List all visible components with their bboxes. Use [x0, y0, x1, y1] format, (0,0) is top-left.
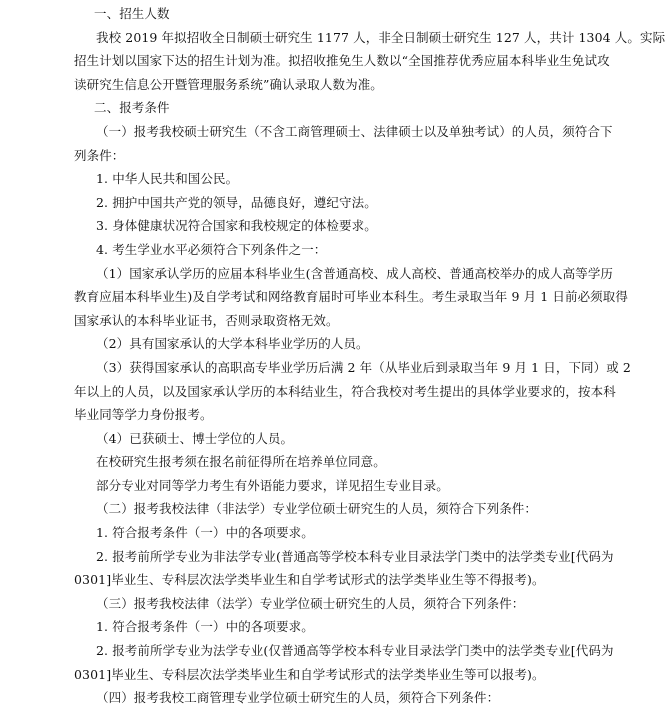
paragraph-line: （1）国家承认学历的应届本科毕业生(含普通高校、成人高校、普通高校举办的成人高等学历 [96, 265, 614, 281]
list-item: 2. 报考前所学专业为法学专业(仅普通高等学校本科专业目录法学门类中的法学类专业[代码为 [96, 643, 614, 659]
list-item: 1. 符合报考条件（一）中的各项要求。 [96, 525, 314, 541]
list-item: 4. 考生学业水平必须符合下列条件之一： [96, 241, 327, 257]
paragraph-line: （一）报考我校硕士研究生（不含工商管理硕士、法律硕士以及单独考试）的人员，须符合下 [96, 123, 613, 139]
paragraph-line: 国家承认的本科毕业证书，否则录取资格无效。 [74, 312, 339, 328]
paragraph-line: 部分专业对同等学力考生有外语能力要求，详见招生专业目录。 [96, 477, 449, 493]
list-item: 2. 报考前所学专业为非法学专业(普通高等学校本科专业目录法学门类中的法学类专业[代码为 [96, 548, 614, 564]
paragraph-line: （三）报考我校法律（法学）专业学位硕士研究生的人员，须符合下列条件： [96, 595, 525, 611]
paragraph-line: 招生计划以国家下达的招生计划为准。拟招收推免生人数以“全国推荐优秀应届本科毕业生免试攻 [74, 53, 610, 69]
section-heading-requirements: 二、报考条件 [94, 100, 170, 116]
list-item: 1. 中华人民共和国公民。 [96, 171, 239, 187]
paragraph-line: 0301]毕业生、专科层次法学类毕业生和自学考试形式的法学类毕业生等可以报考)。 [74, 666, 545, 682]
paragraph-line: 年以上的人员，以及国家承认学历的本科结业生，符合我校对考生提出的具体学业要求的，按本科 [74, 383, 616, 399]
paragraph-line: 毕业同等学力身份报考。 [74, 407, 213, 423]
list-item: 3. 身体健康状况符合国家和我校规定的体检要求。 [96, 218, 377, 234]
paragraph-line: 列条件： [74, 147, 125, 163]
section-heading-enrollment: 一、招生人数 [94, 6, 170, 21]
paragraph-line: 读研究生信息公开暨管理服务系统”确认录取人数为准。 [74, 76, 383, 92]
list-item: 1. 符合报考条件（一）中的各项要求。 [96, 619, 314, 635]
paragraph-line: （2）具有国家承认的大学本科毕业学历的人员。 [96, 336, 369, 352]
paragraph-line: 在校研究生报考须在报名前征得所在培养单位同意。 [96, 454, 386, 470]
paragraph-line: （四）报考我校工商管理专业学位硕士研究生的人员，须符合下列条件： [96, 690, 500, 706]
list-item: 2. 拥护中国共产党的领导，品德良好，遵纪守法。 [96, 194, 377, 210]
paragraph-line: （3）获得国家承认的高职高专毕业学历后满 2 年（从毕业后到录取当年 9 月 1 日，下同）或 2 [96, 359, 631, 375]
paragraph-line: 0301]毕业生、专科层次法学类毕业生和自学考试形式的法学类毕业生等不得报考)。 [74, 572, 545, 588]
paragraph-line: （二）报考我校法律（非法学）专业学位硕士研究生的人员，须符合下列条件： [96, 501, 538, 517]
paragraph-line: 教育应届本科毕业生)及自学考试和网络教育届时可毕业本科生。考生录取当年 9 月 1 日前必须取得 [74, 289, 628, 305]
paragraph-line: （4）已获硕士、博士学位的人员。 [96, 430, 294, 446]
paragraph-line: 我校 2019 年拟招收全日制硕士研究生 1177 人，非全日制硕士研究生 127 人，共计 1304 人。实际 [96, 29, 665, 45]
